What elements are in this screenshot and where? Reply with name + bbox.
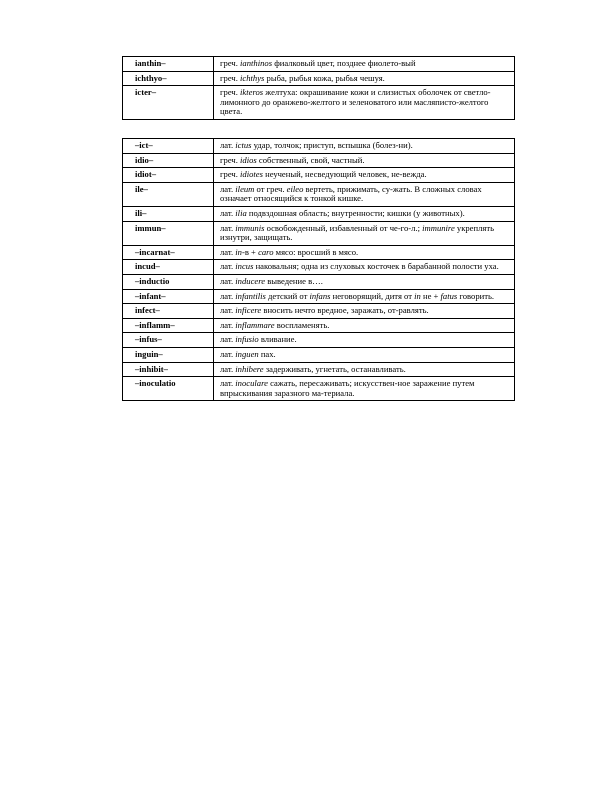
term-cell: ili– <box>123 206 214 221</box>
definition-text: удар, толчок; приступ, вспышка (болез-ни). <box>251 140 413 150</box>
definition-text: вливание. <box>258 334 297 345</box>
definition-word-italic: ianthinos <box>240 58 273 68</box>
definition-word-italic: ichthys <box>240 72 265 83</box>
definition-text: вносить нечто вредное, заражать, от-равлять. <box>261 305 429 316</box>
definition-cell <box>214 139 515 154</box>
definition-word-italic: inguen <box>235 348 259 359</box>
definition-cell <box>214 377 515 401</box>
table-row <box>123 289 515 304</box>
definition-text: освобожденный, избавленный от че-го-л.; <box>264 222 423 233</box>
term-cell: immun– <box>123 221 214 245</box>
glossary-table-1-body <box>123 57 515 120</box>
definition-word-italic: incus <box>235 261 254 272</box>
definition-text: говорить. <box>457 290 495 301</box>
definition-text: лат. <box>220 222 236 233</box>
table-row <box>123 377 515 401</box>
definition-text: сажать, пересаживать; искусствен-ное заражение путем впрыскивания заразного ма-териала. <box>220 378 475 398</box>
definition-text: лат. <box>220 275 236 286</box>
table-row <box>123 318 515 333</box>
definition-cell <box>214 168 515 183</box>
definition-text: -в + <box>241 246 259 257</box>
definition-word-italic: caro <box>258 246 274 257</box>
definition-word-italic: inflammare <box>235 319 275 330</box>
definition-word-italic: inhibere <box>235 363 264 374</box>
definition-word-italic: fatus <box>440 290 458 301</box>
term-cell: –inhibit– <box>123 362 214 377</box>
definition-cell <box>214 57 515 72</box>
glossary-table-1 <box>122 56 515 120</box>
definition-text: греч. <box>220 87 241 98</box>
definition-text: лат. <box>220 334 236 345</box>
definition-text: пах. <box>258 348 276 359</box>
definition-text: мясо: вросший в мясо. <box>273 246 359 257</box>
definition-text: греч. <box>220 72 241 83</box>
definition-cell <box>214 347 515 362</box>
definition-text: рыба, рыбья кожа, рыбья чешуя. <box>264 72 385 83</box>
definition-text: лат. <box>220 348 236 359</box>
table-row <box>123 362 515 377</box>
definition-text: желтуха: окрашивание кожи и слизистых оболочек от светло-лимонного до оранжево-желтого и зеленоватого или масляписто-желтого цвета. <box>220 87 491 117</box>
definition-word-italic: inoculare <box>235 378 268 389</box>
table-row <box>123 57 515 72</box>
definition-cell <box>214 362 515 377</box>
definition-text: греч. <box>220 58 241 68</box>
table-row <box>123 347 515 362</box>
definition-word-italic: ileum <box>235 183 255 194</box>
term-cell: ile– <box>123 182 214 206</box>
term-cell: –inoculatio <box>123 377 214 401</box>
table-row <box>123 71 515 86</box>
definition-text: воспламенять. <box>274 319 330 330</box>
definition-text: лат. <box>220 183 236 194</box>
definition-text: подвздошная область; внутренности; кишки (у животных). <box>246 207 465 218</box>
definition-cell <box>214 71 515 86</box>
definition-word-italic: inficere <box>235 305 262 316</box>
definition-word-italic: ikteros <box>240 87 264 98</box>
definition-word-italic: in <box>235 246 242 257</box>
definition-text: задерживать, угнетать, останавливать. <box>263 363 406 374</box>
term-cell: icter– <box>123 86 214 120</box>
definition-cell <box>214 318 515 333</box>
definition-text: укреплять изнутри, защищать. <box>220 222 495 243</box>
definition-cell <box>214 274 515 289</box>
table-row <box>123 182 515 206</box>
definition-word-italic: in <box>414 290 421 301</box>
definition-word-italic: infusio <box>235 334 259 345</box>
definition-text: наковальня; одна из слуховых косточек в барабанной полости уха. <box>253 261 499 272</box>
term-cell: incud– <box>123 260 214 275</box>
definition-cell <box>214 153 515 168</box>
definition-cell <box>214 245 515 260</box>
definition-cell <box>214 304 515 319</box>
definition-text: лат. <box>220 319 236 330</box>
table-row <box>123 168 515 183</box>
definition-text: детский от <box>265 290 310 301</box>
definition-word-italic: ictus <box>235 140 252 150</box>
table-row <box>123 304 515 319</box>
definition-text: вертеть, прижимать, су-жать. В сложных словах означает относящийся к тонкой кишке. <box>220 183 482 204</box>
term-cell: –inductio <box>123 274 214 289</box>
definition-cell <box>214 333 515 348</box>
definition-text: фиалковый цвет, позднее фиолето-вый <box>272 58 416 68</box>
definition-text: греч. <box>220 154 241 165</box>
definition-text: лат. <box>220 378 236 389</box>
table-row <box>123 260 515 275</box>
table-row <box>123 333 515 348</box>
definition-cell <box>214 289 515 304</box>
table-row <box>123 153 515 168</box>
definition-cell <box>214 260 515 275</box>
definition-text: лат. <box>220 261 236 272</box>
definition-text: неученый, несведующий человек, не-вежда. <box>262 169 427 180</box>
table-row <box>123 206 515 221</box>
term-cell: ianthin– <box>123 57 214 72</box>
term-cell: –inflamm– <box>123 318 214 333</box>
definition-text: греч. <box>220 169 241 180</box>
glossary-table-2-body <box>123 139 515 401</box>
definition-word-italic: infans <box>309 290 331 301</box>
term-cell: ichthyo– <box>123 71 214 86</box>
term-cell: –infus– <box>123 333 214 348</box>
term-cell: –incarnat– <box>123 245 214 260</box>
term-cell: –infant– <box>123 289 214 304</box>
table-row <box>123 139 515 154</box>
definition-cell <box>214 221 515 245</box>
definition-text: лат. <box>220 305 236 316</box>
definition-text: лат. <box>220 207 236 218</box>
definition-text: не + <box>420 290 441 301</box>
glossary-table-2 <box>122 138 515 401</box>
definition-word-italic: idiotes <box>240 169 263 180</box>
definition-text: от греч. <box>254 183 287 194</box>
term-cell: idiot– <box>123 168 214 183</box>
term-cell: infect– <box>123 304 214 319</box>
definition-text: неговорящий, дитя от <box>330 290 415 301</box>
table-row <box>123 274 515 289</box>
definition-text: лат. <box>220 290 236 301</box>
definition-word-italic: eileo <box>286 183 304 194</box>
term-cell: inguin– <box>123 347 214 362</box>
term-cell: idio– <box>123 153 214 168</box>
term-cell: –ict– <box>123 139 214 154</box>
definition-text: лат. <box>220 246 236 257</box>
table-row <box>123 245 515 260</box>
definition-word-italic: idios <box>240 154 257 165</box>
definition-cell <box>214 86 515 120</box>
table-row <box>123 86 515 120</box>
definition-text: лат. <box>220 363 236 374</box>
table-row <box>123 221 515 245</box>
definition-text: собственный, свой, частный. <box>256 154 365 165</box>
definition-cell <box>214 206 515 221</box>
definition-cell <box>214 182 515 206</box>
definition-text: лат. <box>220 140 236 150</box>
definition-word-italic: infantilis <box>235 290 266 301</box>
definition-word-italic: immunis <box>235 222 265 233</box>
definition-word-italic: inducere <box>235 275 266 286</box>
definition-text: выведение в…. <box>265 275 323 286</box>
definition-word-italic: ilia <box>235 207 247 218</box>
definition-word-italic: immunire <box>422 222 455 233</box>
